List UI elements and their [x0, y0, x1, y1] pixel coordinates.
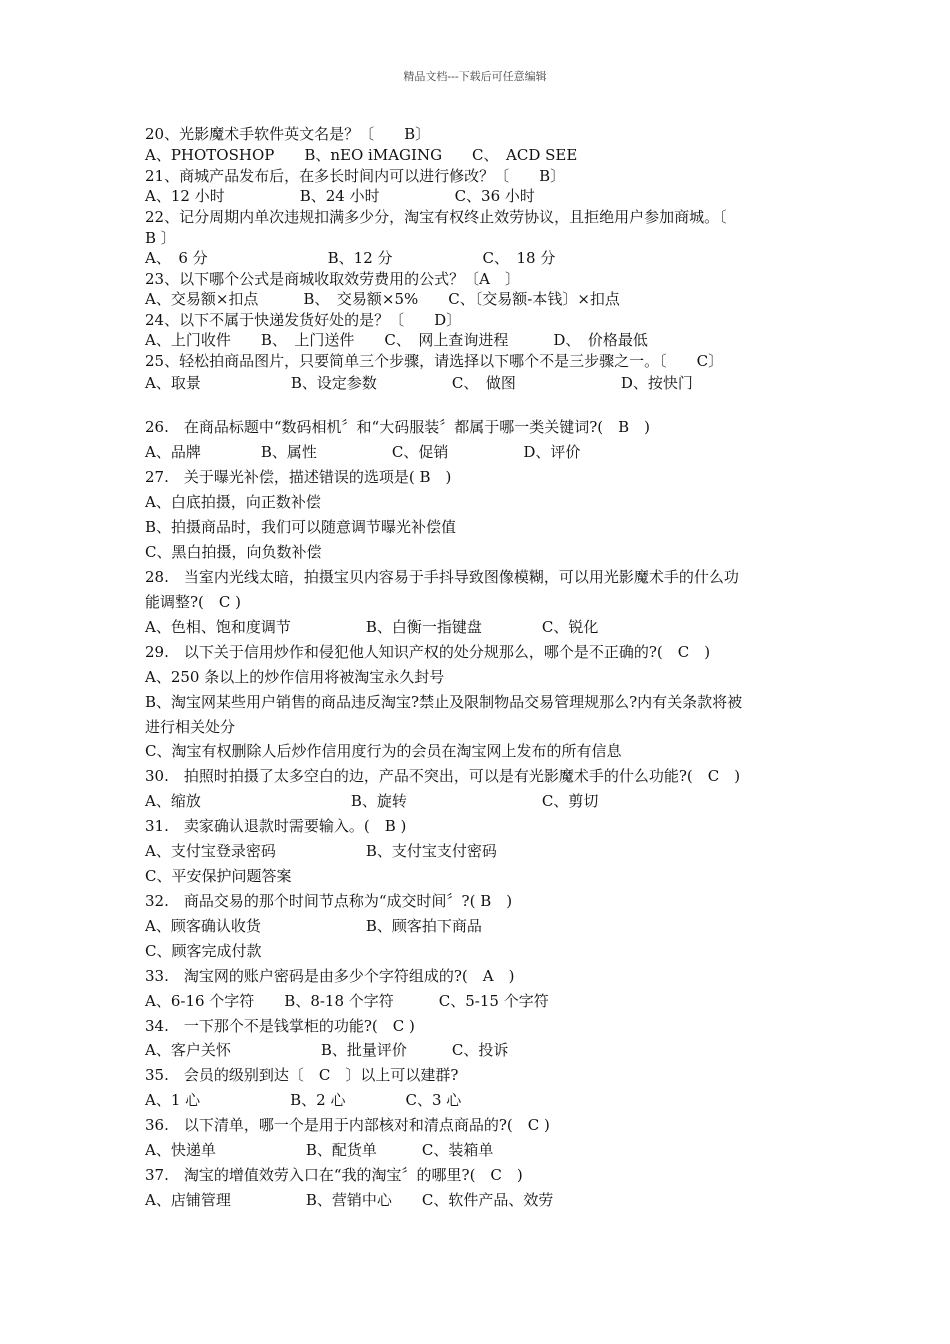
question-line: 24、以下不属于快递发货好处的是？〔 D〕	[145, 311, 462, 329]
option-line: C、平安保护问题答案	[145, 867, 292, 885]
option-line: A、交易额×扣点 B、 交易额×5% C、〔交易额-本钱〕×扣点	[145, 290, 620, 308]
option-line: C、淘宝有权删除人后炒作信用度行为的会员在淘宝网上发布的所有信息	[145, 742, 622, 760]
question-line: 27. 关于曝光补偿，描述错误的选项是( B )	[145, 468, 452, 486]
option-line: 进行相关处分	[145, 718, 236, 736]
option-line: A、店铺管理 B、营销中心 C、软件产品、效劳	[145, 1191, 554, 1209]
option-line: A、上门收件 B、 上门送件 C、 网上查询进程 D、 价格最低	[145, 331, 648, 349]
option-line: A、1 心 B、2 心 C、3 心	[145, 1091, 462, 1109]
question-line: 21、商城产品发布后，在多长时间内可以进行修改？〔 B〕	[145, 167, 566, 185]
question-line: 23、以下哪个公式是商城收取效劳费用的公式？〔A 〕	[145, 270, 520, 288]
option-line: A、12 小时 B、24 小时 C、36 小时	[145, 187, 535, 205]
option-line: A、取景 B、设定参数 C、 做图 D、按快门	[145, 374, 693, 392]
question-line: 35. 会员的级别到达〔 C 〕以上可以建群?	[145, 1066, 459, 1084]
option-line: C、黑白拍摄，向负数补偿	[145, 543, 322, 561]
question-line: B 〕	[145, 229, 176, 247]
question-line: 30. 拍照时拍摄了太多空白的边，产品不突出，可以是有光影魔术手的什么功能?( C )	[145, 767, 741, 785]
question-line: 33. 淘宝网的账户密码是由多少个字符组成的?( A )	[145, 967, 515, 985]
page-header: 精品文档---下载后可任意编辑	[403, 70, 547, 83]
question-line: 37. 淘宝的增值效劳入口在“我的淘宝〞的哪里?( C )	[145, 1166, 523, 1184]
option-line: A、 6 分 B、12 分 C、 18 分	[145, 249, 556, 267]
option-line: A、支付宝登录密码 B、支付宝支付密码	[145, 842, 497, 860]
question-line: 36. 以下清单，哪一个是用于内部核对和清点商品的?( C )	[145, 1116, 550, 1134]
option-line: A、顾客确认收货 B、顾客拍下商品	[145, 917, 482, 935]
question-line: 28. 当室内光线太暗，拍摄宝贝内容易于手抖导致图像模糊，可以用光影魔术手的什么功	[145, 568, 739, 586]
question-line: 22、记分周期内单次违规扣满多少分，淘宝有权终止效劳协议，且拒绝用户参加商城。〔	[145, 208, 727, 226]
option-line: A、PHOTOSHOP B、nEO iMAGING C、 ACD SEE	[145, 146, 578, 164]
option-line: A、快递单 B、配货单 C、装箱单	[145, 1141, 494, 1159]
question-line: 31. 卖家确认退款时需要输入。( B )	[145, 817, 407, 835]
question-line: 29. 以下关于信用炒作和侵犯他人知识产权的处分规那么，哪个是不正确的?( C )	[145, 643, 711, 661]
question-line: 32. 商品交易的那个时间节点称为“成交时间〞?( B )	[145, 892, 513, 910]
question-line: 25、轻松拍商品图片，只要简单三个步骤，请选择以下哪个不是三步骤之一。〔 C〕	[145, 352, 724, 370]
option-line: A、缩放 B、旋转 C、剪切	[145, 792, 599, 810]
option-line: A、客户关怀 B、批量评价 C、投诉	[145, 1041, 509, 1059]
question-line: 34. 一下那个不是钱掌柜的功能?( C )	[145, 1017, 415, 1035]
option-line: A、250 条以上的炒作信用将被淘宝永久封号	[145, 668, 445, 686]
option-line: A、品牌 B、属性 C、促销 D、评价	[145, 443, 581, 461]
option-line: C、顾客完成付款	[145, 942, 262, 960]
option-line: A、色相、饱和度调节 B、白衡一指键盘 C、锐化	[145, 618, 599, 636]
option-line: A、白底拍摄，向正数补偿	[145, 493, 321, 511]
option-line: A、6-16 个字符 B、8-18 个字符 C、5-15 个字符	[145, 992, 549, 1010]
option-line: B、拍摄商品时，我们可以随意调节曝光补偿值	[145, 518, 457, 536]
question-line: 能调整?( C )	[145, 593, 241, 611]
question-line: 20、光影魔术手软件英文名是？〔 B〕	[145, 125, 431, 143]
option-line: B、淘宝网某些用户销售的商品违反淘宝?禁止及限制物品交易管理规那么?内有关条款将被	[145, 693, 743, 711]
question-line: 26. 在商品标题中“数码相机〞和“大码服装〞都属于哪一类关键词?( B )	[145, 418, 650, 436]
